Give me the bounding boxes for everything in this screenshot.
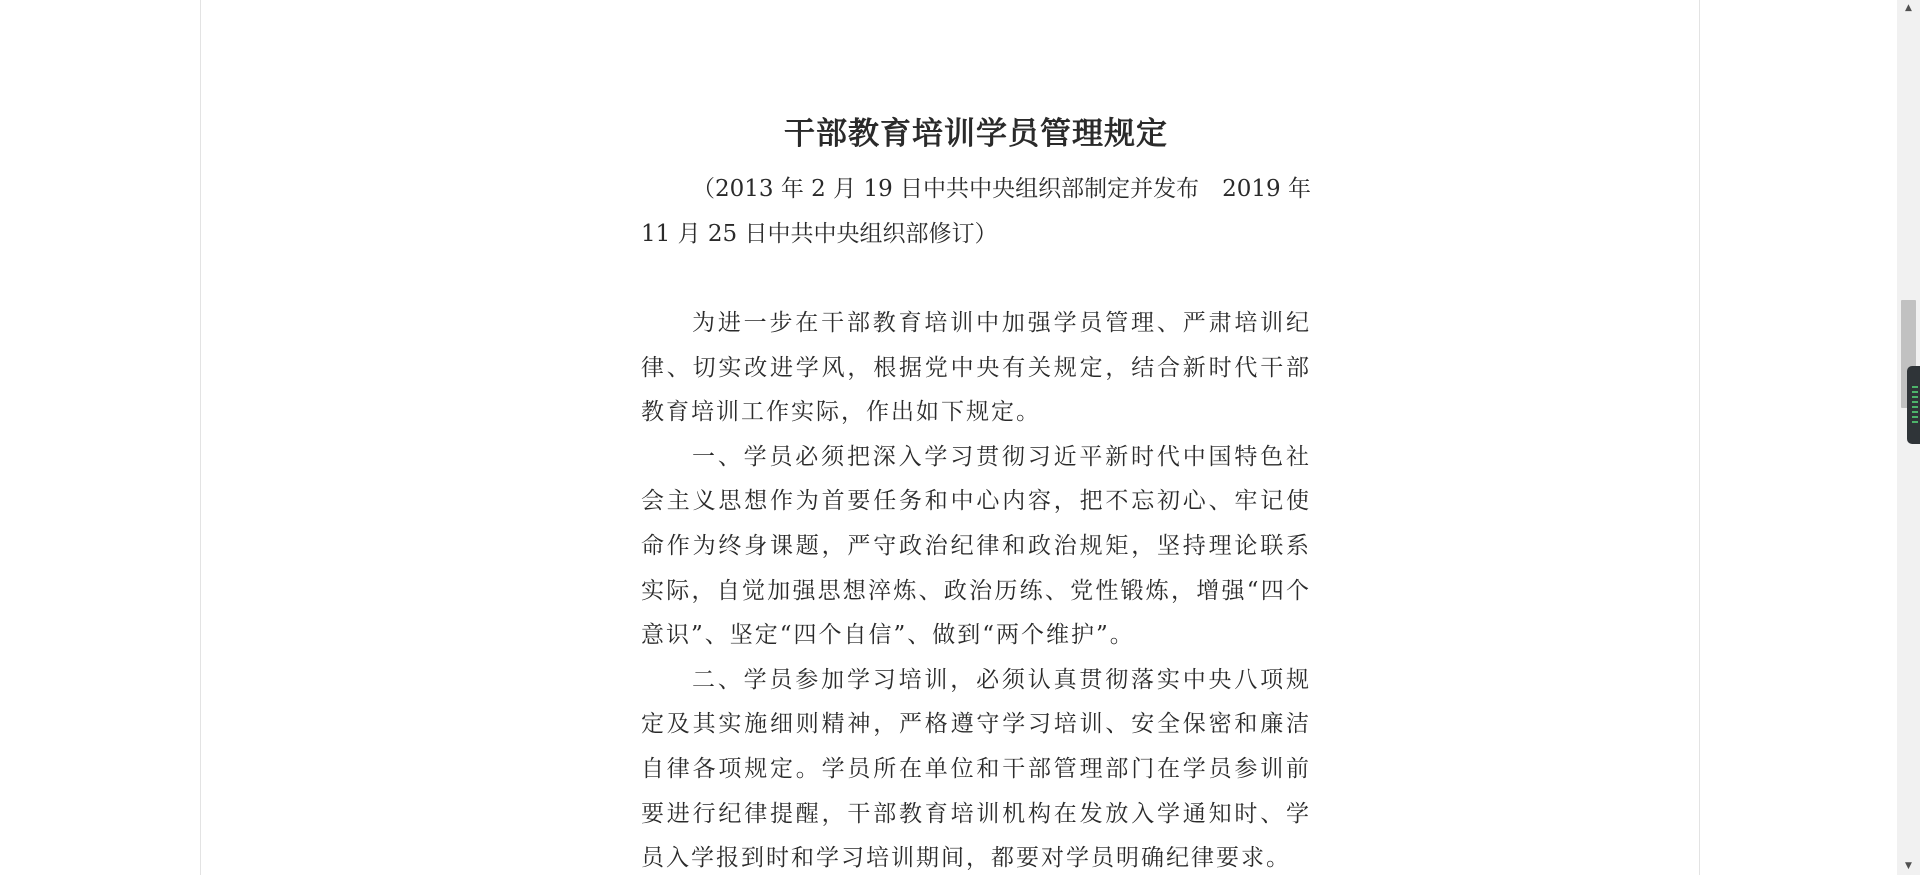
- document-subtitle: （2013 年 2 月 19 日中共中央组织部制定并发布 2019 年 11 月 25 日中共中央组织部修订）: [641, 176, 1311, 247]
- document-page: [200, 0, 1700, 875]
- scroll-up-arrow-icon[interactable]: ▲: [1905, 3, 1912, 13]
- paragraph-article-2: 二、学员参加学习培训，必须认真贯彻落实中央八项规定及其实施细则精神，严格遵守学习培训、安全保密和廉洁自律各项规定。学员所在单位和干部管理部门在学员参训前要进行纪律提醒，干部教育培训机构在发放入学通知时、学员入学报到时和学习培训期间，都要对学员明确纪律要求。: [641, 666, 1311, 872]
- paragraph-article-1: 一、学员必须把深入学习贯彻习近平新时代中国特色社会主义思想作为首要任务和中心内容，把不忘初心、牢记使命作为终身课题，严守政治纪律和政治规矩，坚持理论联系实际，自觉加强思想淬炼、政治历练、党性锻炼，增强“四个意识”、坚定“四个自信”、做到“两个维护”。: [641, 443, 1311, 649]
- side-panel-toggle[interactable]: [1907, 366, 1920, 444]
- paragraph-preamble: 为进一步在干部教育培训中加强学员管理、严肃培训纪律、切实改进学风，根据党中央有关规定，结合新时代干部教育培训工作实际，作出如下规定。: [641, 310, 1311, 426]
- side-panel-icon: [1912, 386, 1918, 426]
- document-body: [641, 301, 1311, 875]
- document-title: 干部教育培训学员管理规定: [784, 116, 1168, 152]
- scroll-down-arrow-icon[interactable]: ▼: [1905, 861, 1912, 871]
